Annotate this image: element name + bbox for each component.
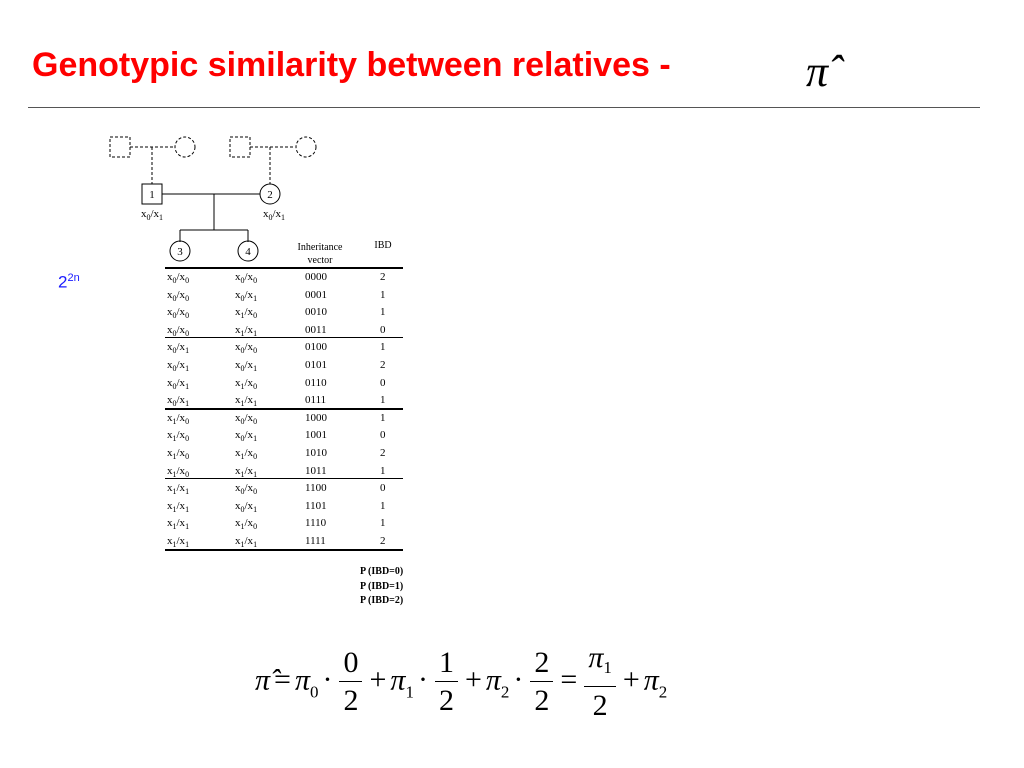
table-row bbox=[165, 288, 403, 306]
child-3-genotype: $x_0/x_1$ bbox=[167, 341, 190, 356]
ibd-value: 0 bbox=[380, 482, 386, 495]
grandfather-left-symbol bbox=[110, 137, 130, 157]
table-row bbox=[165, 270, 403, 288]
child-3-genotype: $x_1/x_1$ bbox=[167, 499, 190, 514]
table-row bbox=[165, 376, 403, 394]
table-row bbox=[165, 499, 403, 517]
table-row bbox=[165, 411, 403, 429]
inheritance-vector: 0110 bbox=[305, 376, 327, 389]
inheritance-vector: 0000 bbox=[305, 271, 327, 283]
child-3-genotype: $x_0/x_0$ bbox=[167, 306, 190, 321]
child-3-genotype: $x_0/x_1$ bbox=[167, 394, 190, 409]
child-3-id: 3 bbox=[177, 246, 183, 258]
fraction-1-2: $\frac{1}{2}$ bbox=[435, 645, 458, 720]
child-3-genotype: $x_0/x_0$ bbox=[167, 288, 190, 303]
ibd-value: 1 bbox=[380, 499, 386, 512]
table-rule bbox=[165, 267, 403, 269]
power-label: $2^{2n}$ bbox=[58, 272, 80, 292]
p-ibd-1: P (IBD=1) bbox=[360, 580, 404, 592]
ibd-value: 1 bbox=[380, 288, 386, 301]
ibd-value: 1 bbox=[380, 464, 386, 477]
child-3-genotype: $x_0/x_1$ bbox=[167, 376, 190, 391]
inheritance-vector-header: Inheritance vector bbox=[297, 242, 343, 266]
table-row bbox=[165, 464, 403, 482]
child-4-genotype: $x_0/x_0$ bbox=[235, 482, 258, 497]
table-row bbox=[165, 428, 403, 446]
parent-2-genotype: $x_0/x_1$ bbox=[262, 208, 286, 222]
inheritance-vector: 0101 bbox=[305, 359, 327, 371]
child-4-genotype: $x_1/x_1$ bbox=[235, 535, 258, 550]
formula-lhs: π̂ bbox=[255, 663, 271, 697]
inheritance-vector: 1000 bbox=[305, 411, 327, 424]
parent-2-id: 2 bbox=[267, 189, 273, 201]
child-4-genotype: $x_0/x_1$ bbox=[235, 499, 258, 514]
table-row bbox=[165, 446, 403, 464]
parent-1-id: 1 bbox=[149, 189, 155, 201]
table-row bbox=[165, 358, 403, 376]
child-3-genotype: $x_1/x_1$ bbox=[167, 535, 190, 550]
inheritance-vector: 0001 bbox=[305, 288, 327, 301]
child-3-genotype: $x_1/x_0$ bbox=[167, 447, 190, 462]
table-row bbox=[165, 393, 403, 411]
child-4-genotype: $x_1/x_0$ bbox=[235, 306, 258, 321]
inheritance-vector: 1110 bbox=[305, 517, 327, 530]
ibd-value: 0 bbox=[380, 323, 386, 336]
child-4-genotype: $x_1/x_0$ bbox=[235, 517, 258, 532]
pi-hat-symbol: π̂ bbox=[806, 47, 829, 96]
grandfather-right-symbol bbox=[230, 137, 250, 157]
inheritance-vector: 1101 bbox=[305, 499, 327, 512]
ibd-value: 0 bbox=[380, 376, 386, 389]
inheritance-vector: 1001 bbox=[305, 429, 327, 442]
child-4-genotype: $x_0/x_1$ bbox=[235, 359, 258, 374]
table-row bbox=[165, 516, 403, 534]
ibd-header: IBD bbox=[374, 240, 392, 251]
parent-1-genotype: $x_0/x_1$ bbox=[140, 208, 164, 222]
child-4-genotype: $x_0/x_0$ bbox=[235, 271, 258, 286]
child-4-id: 4 bbox=[245, 246, 251, 258]
inheritance-vector: 1010 bbox=[305, 447, 327, 459]
child-3-genotype: $x_0/x_0$ bbox=[167, 323, 190, 338]
child-4-genotype: $x_1/x_1$ bbox=[235, 323, 258, 338]
pi-hat-formula: π̂ = $\pi_0$ · $\frac{0}{2}$ + $\pi_1$ · $\frac{1}{2}$ + $\pi_2$ · $\frac{2}{2}$ = $\frac{\pi_1}{2}$ + $\pi_2$ bbox=[255, 640, 667, 725]
p-ibd-0: P (IBD=0) bbox=[360, 566, 404, 577]
child-4-genotype: $x_0/x_1$ bbox=[235, 429, 258, 444]
ibd-value: 2 bbox=[380, 359, 386, 371]
child-3-genotype: $x_1/x_0$ bbox=[167, 429, 190, 444]
child-4-genotype: $x_1/x_0$ bbox=[235, 376, 258, 391]
child-3-genotype: $x_0/x_0$ bbox=[167, 271, 190, 286]
child-3-genotype: $x_0/x_1$ bbox=[167, 359, 190, 374]
child-3-genotype: $x_1/x_0$ bbox=[167, 411, 190, 426]
ibd-value: 1 bbox=[380, 341, 386, 354]
inheritance-vector: 0100 bbox=[305, 341, 327, 354]
child-4-genotype: $x_1/x_0$ bbox=[235, 447, 258, 462]
ibd-value: 1 bbox=[380, 517, 386, 530]
inheritance-vector: 1100 bbox=[305, 482, 327, 495]
child-4-genotype: $x_0/x_1$ bbox=[235, 288, 258, 303]
child-4-genotype: $x_0/x_0$ bbox=[235, 411, 258, 426]
ibd-value: 0 bbox=[380, 429, 386, 442]
child-4-genotype: $x_0/x_0$ bbox=[235, 341, 258, 356]
fraction-2-2: $\frac{2}{2}$ bbox=[530, 645, 553, 720]
child-3-genotype: $x_1/x_1$ bbox=[167, 482, 190, 497]
child-3-genotype: $x_1/x_1$ bbox=[167, 517, 190, 532]
table-row bbox=[165, 323, 403, 341]
ibd-value: 1 bbox=[380, 394, 386, 407]
inheritance-vector: 1111 bbox=[305, 535, 326, 547]
fraction-pi1-2: $\frac{\pi_1}{2}$ bbox=[584, 640, 616, 725]
grandmother-right-symbol bbox=[296, 137, 316, 157]
ibd-probabilities bbox=[360, 565, 403, 609]
pedigree-diagram bbox=[0, 0, 1024, 270]
slide-title: Genotypic similarity between relatives - bbox=[32, 46, 671, 84]
child-3-genotype: $x_1/x_0$ bbox=[167, 464, 190, 479]
p-ibd-2: P (IBD=2) bbox=[360, 595, 404, 606]
child-4-genotype: $x_1/x_1$ bbox=[235, 394, 258, 409]
ibd-value: 2 bbox=[380, 447, 386, 459]
ibd-value: 1 bbox=[380, 306, 386, 319]
fraction-0-2: $\frac{0}{2}$ bbox=[339, 645, 362, 720]
table-row bbox=[165, 305, 403, 323]
table-row bbox=[165, 534, 403, 552]
inheritance-vector: 0010 bbox=[305, 306, 327, 319]
table-row bbox=[165, 340, 403, 358]
ibd-value: 1 bbox=[380, 411, 386, 424]
inheritance-vector: 1011 bbox=[305, 464, 327, 477]
ibd-value: 2 bbox=[380, 271, 386, 283]
inheritance-vector: 0111 bbox=[305, 394, 327, 407]
table-row bbox=[165, 481, 403, 499]
grandmother-left-symbol bbox=[175, 137, 195, 157]
child-4-genotype: $x_1/x_1$ bbox=[235, 464, 258, 479]
inheritance-vector: 0011 bbox=[305, 323, 327, 336]
ibd-value: 2 bbox=[380, 535, 386, 547]
